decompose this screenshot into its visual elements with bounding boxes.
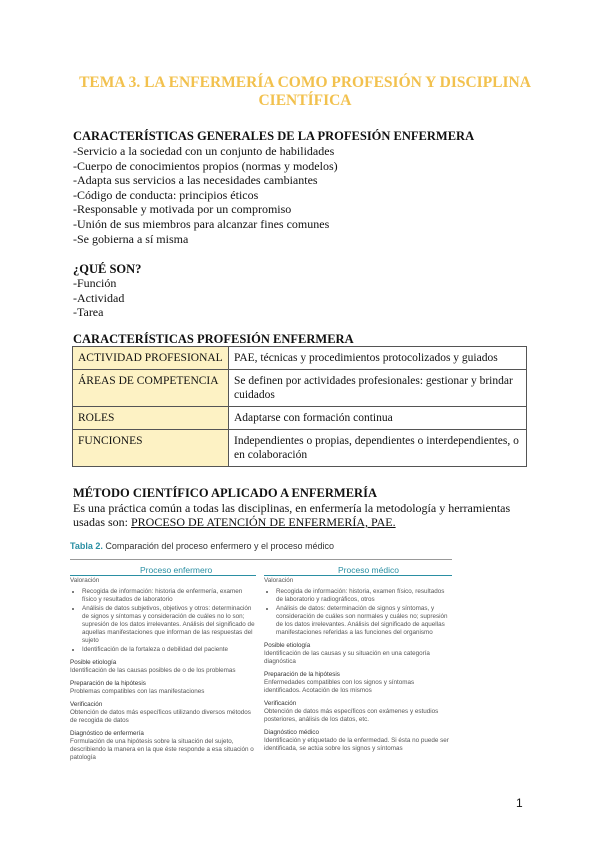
list-item: -Responsable y motivada por un compromiso [73,202,292,217]
bullet-item: • Identificación de la fortaleza o debilidad del paciente [82,646,258,654]
table-row [73,370,527,407]
figure-section-text: Identificación y etiquetado de la enfermedad. Si ésta no puede ser identificada, se actúa sobre los signos y síntomas [264,737,449,752]
figure-section-text: Problemas compatibles con las manifestaciones [70,688,205,695]
list-item: -Servicio a la sociedad con un conjunto de habilidades [73,144,335,158]
bullet-item: • Análisis de datos: determinación de signos y síntomas, y consideración de cuáles son normales y cuáles no; supresión de los datos irrelevantes. Análisis del significado de aquellas manifestaciones referidas a las funciones del organismo [276,605,452,637]
figure-caption-text: Comparación del proceso enfermero y el proceso médico [105,541,334,551]
figure-section-title: Diagnóstico médico [264,729,319,736]
table-key-cell: FUNCIONES [73,430,229,467]
list-item: -Función [73,276,117,290]
table-key-cell: ÁREAS DE COMPETENCIA [73,370,229,407]
list-item: -Cuerpo de conocimientos propios (normas y modelos) [73,158,338,173]
list-item: -Unión de sus miembros para alcanzar fines comunes [73,216,330,231]
bullet-list [264,588,452,637]
figure-section-title: Diagnóstico de enfermería [70,730,144,737]
table-key-cell: ROLES [73,407,229,430]
comparison-figure [70,537,452,829]
list-item: -Actividad [73,290,125,305]
table-row [73,407,527,430]
section-heading-metodo: MÉTODO CIENTÍFICO APLICADO A ENFERMERÍA [73,486,377,500]
bullet-item: • Recogida de información: historia de enfermería, examen físico y resultados de laboratorio [82,588,258,604]
list-item: -Adapta sus servicios a las necesidades cambiantes [73,173,318,188]
right-column-header: Proceso médico [338,565,399,575]
characteristics-table [72,346,527,467]
figure-section-text: Enfermedades compatibles con los signos y síntomas identificados. Acotación de los mismos [264,679,415,694]
section-heading-que-son: ¿QUÉ SON? [73,262,142,276]
bullet-list [70,588,258,654]
list-item: -Se gobierna a sí misma [73,231,189,246]
column-subheading: Valoración [70,577,100,584]
figure-section-text: Identificación de las causas y su situación en una categoría diagnóstica [264,650,430,665]
figure-section-text: Formulación de una hipótesis sobre la situación del sujeto, describiendo la manera en la que éste responde a esa situación o patología [70,738,254,761]
figure-label: Tabla 2. [70,541,103,551]
table-row [73,430,527,467]
left-column-header: Proceso enfermero [140,565,213,575]
bullet-item: • Recogida de información: historia, examen físico, resultados de laboratorio y radiográficos, otros [276,588,452,604]
table-key-cell: ACTIVIDAD PROFESIONAL [73,347,229,370]
general-characteristics-list [73,144,338,246]
table-value-cell: Adaptarse con formación continua [229,407,527,430]
right-header-rule [264,575,452,576]
que-son-list [73,276,124,320]
figure-section-title: Posible etiología [264,642,311,649]
list-item: -Código de conducta: principios éticos [73,187,259,202]
figure-section-title: Verificación [264,700,297,707]
figure-caption [70,541,334,551]
figure-section-title: Preparación de la hipótesis [264,671,340,678]
section-heading-general: CARACTERÍSTICAS GENERALES DE LA PROFESIÓN ENFERMERA [73,129,475,143]
section-heading-caracteristicas: CARACTERÍSTICAS PROFESIÓN ENFERMERA [73,332,354,346]
page-number: 1 [516,796,523,810]
method-paragraph [73,501,543,529]
left-column [70,577,258,762]
figure-section-text: Identificación de las causas posibles de o de los problemas [70,667,236,674]
column-subheading: Valoración [264,577,294,584]
method-text: Es una práctica común a todas las disciplinas, en enfermería la metodología y herramientas usadas son: [73,501,511,529]
document-title: TEMA 3. LA ENFERMERÍA COMO PROFESIÓN Y DISCIPLINA CIENTÍFICA [79,74,531,109]
right-column [264,577,452,753]
table-row [73,347,527,370]
figure-section-text: Obtención de datos más específicos utilizando diversos métodos de recogida de datos [70,709,251,724]
figure-section-title: Verificación [70,701,103,708]
table-value-cell: PAE, técnicas y procedimientos protocolizados y guiados [229,347,527,370]
table-value-cell: Independientes o propias, dependientes o interdependientes, o en colaboración [229,430,527,467]
figure-section-text: Obtención de datos más específicos con exámenes y estudios posteriores, análisis de los datos, etc. [264,708,439,723]
bullet-item: • Análisis de datos subjetivos, objetivos y otros: determinación de signos y síntomas y consideración de cuáles no lo son; supresión de los datos irrelevantes. Análisis del significado de aquellas manifestaciones que informan de las respuestas del sujeto [82,605,258,645]
list-item: -Tarea [73,305,104,320]
figure-section-title: Preparación de la hipótesis [70,680,146,687]
figure-section-title: Posible etiología [70,659,117,666]
left-header-rule [70,575,256,576]
table-value-cell: Se definen por actividades profesionales: gestionar y brindar cuidados [229,370,527,407]
figure-divider [70,559,452,560]
pae-link-text: PROCESO DE ATENCIÓN DE ENFERMERÍA, PAE. [131,515,396,529]
